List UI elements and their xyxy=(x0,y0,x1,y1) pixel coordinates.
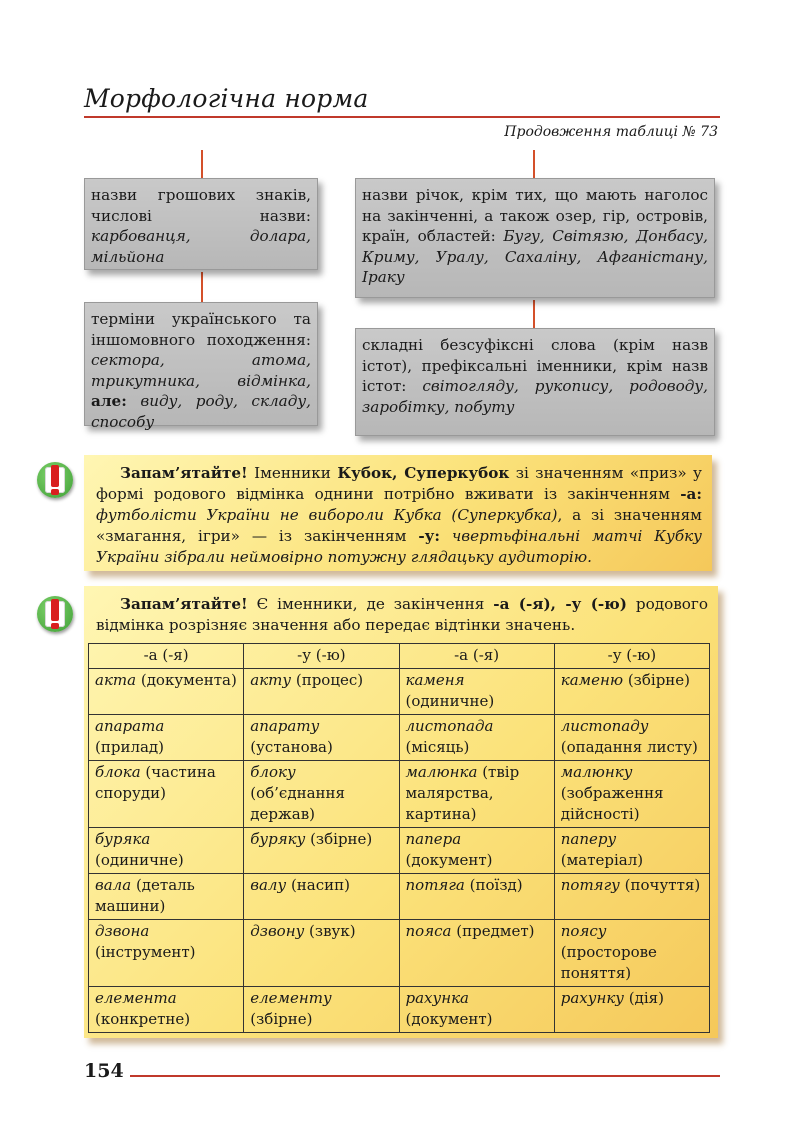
table-row xyxy=(89,987,710,1033)
column-header: -у (-ю) xyxy=(554,644,709,669)
cell-meaning: (твір малярства, картина) xyxy=(405,763,520,823)
page-number: 154 xyxy=(84,1060,124,1082)
cell-word: папера xyxy=(405,830,462,848)
cell-meaning: (конкретне) xyxy=(95,1010,191,1028)
cell-word: листопаду xyxy=(560,717,649,735)
info-box-examples: сектора, атома, трикутника, відмінка, xyxy=(91,351,311,390)
cell-word: валу xyxy=(250,876,287,894)
table-cell xyxy=(89,874,244,920)
table-cell xyxy=(89,669,244,715)
footer-rule xyxy=(130,1075,720,1077)
cell-word: елемента xyxy=(95,989,177,1007)
column-header: -а (-я) xyxy=(89,644,244,669)
table-cell xyxy=(399,669,554,715)
table-cell xyxy=(399,874,554,920)
cell-word: акту xyxy=(250,671,292,689)
connector-line xyxy=(201,150,203,178)
cell-meaning: (збірне) xyxy=(305,830,373,848)
table-cell xyxy=(554,920,709,987)
info-box-but: але: xyxy=(91,392,127,410)
cell-meaning: (документ) xyxy=(405,851,493,869)
table-row xyxy=(89,761,710,828)
info-box-currency xyxy=(84,178,318,270)
info-box-examples: Бугу, Світязю, Донбасу, Криму, Уралу, Сахаліну, Афганістану, Іраку xyxy=(362,227,708,286)
table-cell xyxy=(554,987,709,1033)
table-cell xyxy=(399,761,554,828)
cell-word: потягу xyxy=(560,876,620,894)
cell-word: блоку xyxy=(250,763,296,781)
cell-word: каменя xyxy=(405,671,465,689)
cell-meaning: (частина споруди) xyxy=(95,763,216,802)
title-rule xyxy=(84,116,720,118)
cell-meaning: (звук) xyxy=(304,922,356,940)
cell-meaning: (процес) xyxy=(291,671,364,689)
cell-word: рахунка xyxy=(405,989,469,1007)
info-box-text: назви грошових знаків, числові назви: xyxy=(91,186,311,225)
attention-icon xyxy=(37,596,73,632)
cell-word: поясу xyxy=(560,922,607,940)
table-cell xyxy=(89,715,244,761)
attention-icon xyxy=(37,462,73,498)
info-box-terms xyxy=(84,302,318,431)
cell-word: рахунку xyxy=(560,989,624,1007)
cell-meaning: (просторове поняття) xyxy=(560,943,657,982)
genitive-endings-table xyxy=(88,643,710,1033)
table-cell xyxy=(554,828,709,874)
info-box-text: складні безсуфіксні слова (крім назв істот), префіксальні іменники, крім назв істот: xyxy=(362,336,708,395)
cell-word: буряку xyxy=(250,830,306,848)
table-cell xyxy=(554,761,709,828)
table-row xyxy=(89,828,710,874)
cell-meaning: (прилад) xyxy=(95,738,165,756)
cell-meaning: (одиничне) xyxy=(405,692,495,710)
cell-meaning: (збірне) xyxy=(250,1010,313,1028)
cell-meaning: (матеріал) xyxy=(560,851,644,869)
column-header: -у (-ю) xyxy=(244,644,399,669)
cell-word: пояса xyxy=(405,922,452,940)
cell-meaning: (предмет) xyxy=(451,922,535,940)
table-cell xyxy=(89,828,244,874)
cell-word: малюнку xyxy=(560,763,633,781)
connector-line xyxy=(533,300,535,328)
cell-word: елементу xyxy=(250,989,332,1007)
table-cell xyxy=(89,920,244,987)
table-cell xyxy=(554,874,709,920)
cell-word: апарата xyxy=(95,717,165,735)
cell-meaning: (місяць) xyxy=(405,738,470,756)
cell-meaning: (опадання листу) xyxy=(560,738,698,756)
table-row xyxy=(89,669,710,715)
cell-word: акта xyxy=(95,671,137,689)
cell-meaning: (одиничне) xyxy=(95,851,184,869)
cell-word: апарату xyxy=(250,717,320,735)
connector-line xyxy=(533,150,535,178)
table-cell xyxy=(244,874,399,920)
table-cell xyxy=(399,715,554,761)
cell-word: дзвона xyxy=(95,922,150,940)
cell-meaning: (дія) xyxy=(624,989,664,1007)
table-cell xyxy=(399,828,554,874)
page-title: Морфологічна норма xyxy=(84,84,369,113)
cell-meaning: (насип) xyxy=(286,876,350,894)
table-cell xyxy=(244,715,399,761)
table-cell xyxy=(89,987,244,1033)
cell-meaning: (об’єднання держав) xyxy=(250,784,345,823)
cell-meaning: (зображення дійсності) xyxy=(560,784,664,823)
info-box-text: назви річок, крім тих, що мають наголос на закінченні, а також озер, гір, островів, країн, областей: xyxy=(362,186,708,245)
info-box-examples: карбованця, долара, мільйона xyxy=(91,227,311,266)
note-lead: Запам’ятайте! xyxy=(120,595,248,613)
table-row xyxy=(89,715,710,761)
table-cell xyxy=(554,669,709,715)
cell-word: потяга xyxy=(405,876,465,894)
table-cell xyxy=(244,669,399,715)
cell-meaning: (почуття) xyxy=(619,876,701,894)
cell-word: вала xyxy=(95,876,132,894)
cell-meaning: (документ) xyxy=(405,1010,493,1028)
table-cell xyxy=(244,987,399,1033)
table-cell xyxy=(244,761,399,828)
cell-word: блока xyxy=(95,763,141,781)
cell-meaning: (документа) xyxy=(136,671,237,689)
info-box-examples: виду, роду, складу, способу xyxy=(91,392,311,431)
table-row xyxy=(89,920,710,987)
cell-meaning: (збірне) xyxy=(623,671,691,689)
cell-meaning: (поїзд) xyxy=(464,876,523,894)
table-continuation-label: Продовження таблиці № 73 xyxy=(504,124,718,140)
column-header: -а (-я) xyxy=(399,644,554,669)
table-cell xyxy=(89,761,244,828)
remember-note-cup: Запам’ятайте! Іменники Кубок, Суперкубок зі значенням «приз» у формі родового відмінка однини потрібно вживати із закінченням -а: футболісти України не виборoли Кубка (Суперкубка), а зі значенням «змагання, ігри» — із закінченням -у: чвертьфінальні матчі Кубку України зібрали неймовірно потужну глядацьку аудиторію. xyxy=(84,455,712,571)
table-header-row xyxy=(89,644,710,669)
cell-word: каменю xyxy=(560,671,624,689)
table-row xyxy=(89,874,710,920)
table-cell xyxy=(399,987,554,1033)
cell-word: листопада xyxy=(405,717,494,735)
connector-line xyxy=(201,272,203,302)
table-cell xyxy=(554,715,709,761)
info-box-examples: світогляду, рукопису, родоводу, заробітку, побуту xyxy=(362,377,708,416)
remember-note-genitive: Запам’ятайте! Є іменники, де закінчення -а (-я), -у (-ю) родового відмінка розрізняє значення або передає відтінки значень. xyxy=(84,586,718,1038)
cell-word: буряка xyxy=(95,830,151,848)
cell-meaning: (установа) xyxy=(250,738,333,756)
cell-meaning: (деталь машини) xyxy=(95,876,195,915)
table-cell xyxy=(399,920,554,987)
table-cell xyxy=(244,828,399,874)
info-box-compound-words xyxy=(355,328,715,436)
cell-word: дзвону xyxy=(250,922,305,940)
cell-word: паперу xyxy=(560,830,617,848)
note-lead: Запам’ятайте! xyxy=(120,464,248,482)
info-box-geonames xyxy=(355,178,715,298)
cell-word: малюнка xyxy=(405,763,478,781)
info-box-text: терміни українського та іншомовного походження: xyxy=(91,310,311,349)
table-cell xyxy=(244,920,399,987)
cell-meaning: (інструмент) xyxy=(95,943,196,961)
